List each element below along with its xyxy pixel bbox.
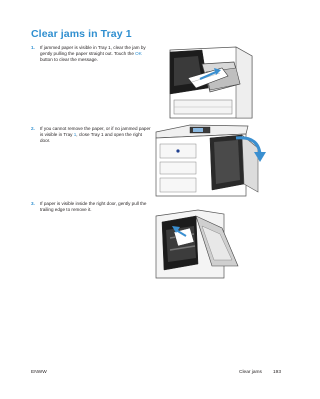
- step-number: 3.: [31, 201, 35, 206]
- step-number: 2.: [31, 126, 35, 131]
- step-2: [31, 126, 151, 144]
- footer-section: Clear jams: [239, 370, 262, 375]
- ok-button-reference: OK: [135, 51, 142, 57]
- step-text: [40, 45, 151, 63]
- footer-left: ENWW: [31, 370, 47, 375]
- page-number: 193: [273, 370, 282, 375]
- step-text-part: If you cannot remove the paper, or if no jammed paper is visible in Tray: [40, 126, 151, 138]
- right-door-paper-illustration: [152, 206, 240, 282]
- step-3: [31, 201, 151, 213]
- tray-reference: 1: [73, 132, 77, 138]
- page-title: Clear jams in Tray 1: [31, 28, 132, 40]
- step-text: [40, 126, 151, 144]
- step-text-part: button to clear the message.: [40, 57, 98, 63]
- step-text: If paper is visible inside the right door, gently pull the trailing edge to remove it.: [40, 201, 147, 213]
- tray-jam-illustration: [150, 44, 253, 120]
- step-number: 1.: [31, 45, 35, 50]
- step-text-part: , close Tray 1 and open the right door.: [40, 132, 142, 144]
- printer-open-door-illustration: [150, 122, 268, 198]
- step-1: [31, 45, 151, 63]
- step-text-part: If jammed paper is visible in Tray 1, clear the jam by gently pulling the paper straight out. Touch the: [40, 45, 146, 57]
